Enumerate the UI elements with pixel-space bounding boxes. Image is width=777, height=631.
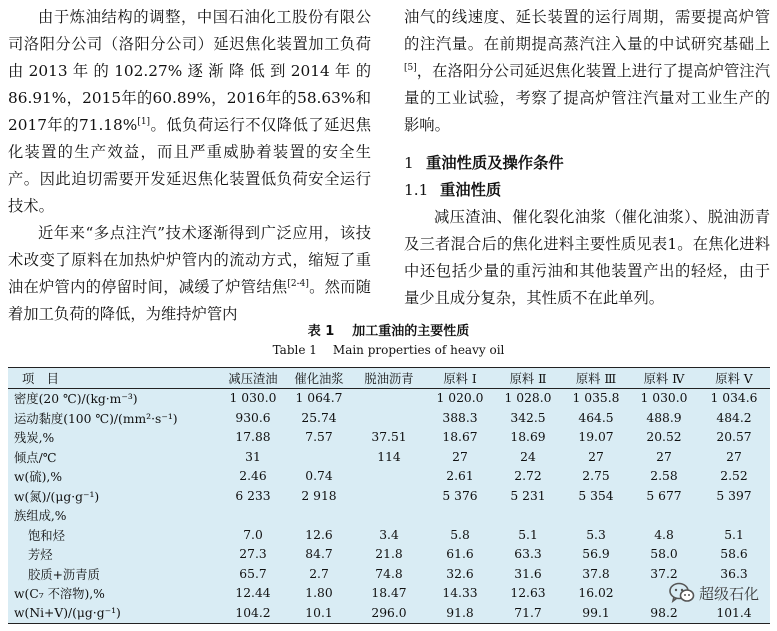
table-cell: 1 034.6 [710,391,758,406]
table-cell: 84.7 [305,547,333,562]
table-cell: 4.8 [654,527,674,542]
table-cell: 488.9 [646,410,682,425]
table-cell: 5 677 [646,488,682,503]
table-cell: 24 [520,449,536,464]
property-name: 族组成,% [14,509,67,524]
table-cell: 31.6 [514,566,542,581]
table-row [8,564,770,584]
left-column [8,4,371,328]
table-cell: 12.63 [510,586,546,601]
property-name: 胶质+沥青质 [28,567,100,582]
table-cell: 37.2 [650,566,678,581]
table-cell: 37.8 [582,566,610,581]
column-header: 原料 Ⅲ [575,371,617,386]
table-cell: 74.8 [375,566,403,581]
table-row [8,428,770,448]
properties-table [8,367,770,624]
table-cell: 1 035.8 [572,391,620,406]
table-row [8,486,770,506]
table-cell: 27 [588,449,604,464]
table-row [8,408,770,428]
table-cell: 2 918 [301,488,337,503]
table-cell [352,408,426,428]
property-name: 芳烃 [28,548,53,563]
column-header: 催化油浆 [294,371,344,386]
table-cell: 484.2 [716,410,752,425]
table-cell: 17.88 [235,430,271,445]
caption-title: 加工重油的主要性质 [352,324,470,339]
subsection-number: 1.1 [404,181,429,199]
watermark-text: 超级石化 [698,584,759,603]
table-cell: 18.69 [510,430,546,445]
table-cell: 32.6 [446,566,474,581]
table-cell: 58.6 [720,547,748,562]
table-cell: 10.1 [305,605,333,620]
table-cell: 71.7 [514,605,542,620]
table-cell [426,506,494,526]
table-cell: 5 231 [510,488,546,503]
column-header: 原料 Ⅴ [715,371,753,386]
table-cell: 1.80 [305,586,333,601]
property-name: w(Ni+V)/(μg·g⁻¹) [14,605,121,620]
right-column [404,4,770,312]
table-cell: 18.47 [371,586,407,601]
table-cell: 1 028.0 [504,391,552,406]
citation-ref[interactable]: [1] [137,117,151,127]
text-run: 。然而随着加工负荷的降低，为维持炉管内 [8,278,371,323]
table-cell: 2.75 [582,469,610,484]
table-cell [286,506,352,526]
text-run: 油气的线速度、延长装置的运行周期，需要提高炉管的注汽量。在前期提高蒸汽注入量的中试研究基础上 [404,8,770,53]
table-cell: 27.3 [239,547,267,562]
table-cell: 5 354 [578,488,614,503]
table-cell: 2.72 [514,469,542,484]
table-row [8,525,770,545]
table-cell: 104.2 [235,605,271,620]
table-cell: 6 233 [235,488,271,503]
table-cell: 27 [452,449,468,464]
table-cell: 930.6 [235,410,271,425]
table-cell: 1 020.0 [436,391,484,406]
column-header: 原料 Ⅱ [509,371,547,386]
table-cell: 2.58 [650,469,678,484]
property-name: w(硫),% [14,470,63,485]
table-cell: 5.1 [724,527,744,542]
table-cell: 114 [377,449,401,464]
table-cell: 27 [726,449,742,464]
table-cell: 18.67 [442,430,478,445]
table-cell: 63.3 [514,547,542,562]
table-cell [494,506,562,526]
table-cell: 12.44 [235,586,271,601]
table-cell [630,506,698,526]
table-cell: 65.7 [239,566,267,581]
property-name: 饱和烃 [28,528,65,543]
column-header: 项 目 [22,371,59,386]
table-row [8,545,770,565]
table-cell: 1 030.0 [229,391,277,406]
text-run: ，在洛阳分公司延迟焦化装置上进行了提高炉管注汽量的工业试验，考察了提高炉管注汽量对工业生产的影响。 [404,62,770,134]
table-cell: 56.9 [582,547,610,562]
column-header: 减压渣油 [228,371,278,386]
watermark [669,582,759,604]
table-cell: 2.52 [720,469,748,484]
property-name: 倾点/℃ [14,450,57,465]
section-heading [404,150,770,177]
table-caption [0,320,777,339]
table-cell [352,486,426,506]
table-cell: 5.8 [450,527,470,542]
property-name: 运动黏度(100 ℃)/(mm²·s⁻¹) [14,411,178,426]
table-cell: 1 030.0 [640,391,688,406]
property-name: w(氮)/(μg·g⁻¹) [14,489,100,504]
column-header: 原料 Ⅳ [643,371,685,386]
table-cell: 3.4 [379,527,399,542]
table-cell: 12.6 [305,527,333,542]
table-cell: 388.3 [442,410,478,425]
table-cell: 101.4 [716,605,752,620]
citation-ref[interactable]: [2-4] [287,279,309,289]
text-run: 近年来“多点注汽”技术逐渐得到广泛应用，该技术改变了原料在加热炉炉管内的流动方式，缩短了重油在炉管内的停留时间，减缓了炉管结焦 [8,224,371,296]
property-name: w(C₇ 不溶物),% [14,587,105,602]
caption-number-en: Table 1 [272,343,317,357]
table-cell [562,506,630,526]
table-cell: 61.6 [446,547,474,562]
table-cell: 91.8 [446,605,474,620]
property-name: 密度(20 ℃)/(kg·m⁻³) [14,392,138,407]
table-cell: 99.1 [582,605,610,620]
table-cell: 19.07 [578,430,614,445]
table-cell: 5.3 [586,527,606,542]
table-row [8,467,770,487]
table-cell: 58.0 [650,547,678,562]
text-run: 由于炼油结构的调整，中国石油化工股份有限公司洛阳分公司（洛阳分公司）延迟焦化装置加工负荷由2013年的102.27%逐渐降低到2014年的86.91%，2015年的60.89%，2016年的58.63%和2017年的71.18% [8,8,371,134]
table-cell: 36.3 [720,566,748,581]
column-header: 脱油沥青 [364,371,414,386]
caption-number: 表 1 [307,324,335,339]
table-cell: 37.51 [371,430,407,445]
table-cell: 2.46 [239,469,267,484]
table-cell: 98.2 [650,605,678,620]
table-cell: 5 397 [716,488,752,503]
text-run: 。低负荷运行不仅降低了延迟焦化装置的生产效益，而且严重威胁着装置的安全生产。因此迫切需要开发延迟焦化装置低负荷安全运行技术。 [8,116,371,215]
subsection-heading [404,177,770,204]
table-row [8,603,770,623]
table-cell [352,506,426,526]
caption-title-en: Main properties of heavy oil [332,343,505,357]
table-cell: 464.5 [578,410,614,425]
table-cell: 27 [656,449,672,464]
intro-paragraph-3 [404,4,770,139]
table-cell: 31 [245,449,261,464]
table-header-row [8,368,770,389]
property-name: 残炭,% [14,431,55,446]
table-cell: 1 064.7 [295,391,343,406]
table-row [8,447,770,467]
table-row [8,388,770,408]
table-cell [698,506,770,526]
table-cell: 21.8 [375,547,403,562]
table-cell: 20.57 [716,430,752,445]
wechat-icon [669,582,695,604]
subsection-title: 重油性质 [440,181,502,199]
table-cell: 7.0 [243,527,263,542]
table-cell: 342.5 [510,410,546,425]
table-cell: 16.02 [578,586,614,601]
citation-ref[interactable]: [5] [404,63,417,73]
table-caption-en [0,343,777,357]
section-title: 重油性质及操作条件 [426,154,564,172]
table-cell [352,467,426,487]
table-cell [352,388,426,408]
table-cell: 296.0 [371,605,407,620]
section-paragraph: 减压渣油、催化裂化油浆（催化油浆）、脱油沥青及三者混合后的焦化进料主要性质见表1。在焦化进料中还包括少量的重污油和其他装置产出的轻烃，由于量少且成分复杂，其性质不在此单列。 [404,208,770,307]
table-cell [220,506,286,526]
table-cell: 0.74 [305,469,333,484]
intro-paragraph-1 [8,4,371,220]
table-cell: 2.61 [446,469,474,484]
table-cell: 20.52 [646,430,682,445]
table-cell: 2.7 [309,566,329,581]
table-cell: 5 376 [442,488,478,503]
table-row [8,584,770,604]
table-cell: 25.74 [301,410,337,425]
table-cell: 5.1 [518,527,538,542]
table-cell [286,447,352,467]
intro-paragraph-2 [8,220,371,328]
column-header: 原料 Ⅰ [443,371,477,386]
table-cell: 14.33 [442,586,478,601]
table-row [8,506,770,526]
section-number: 1 [404,154,414,172]
table-cell: 7.57 [305,430,333,445]
